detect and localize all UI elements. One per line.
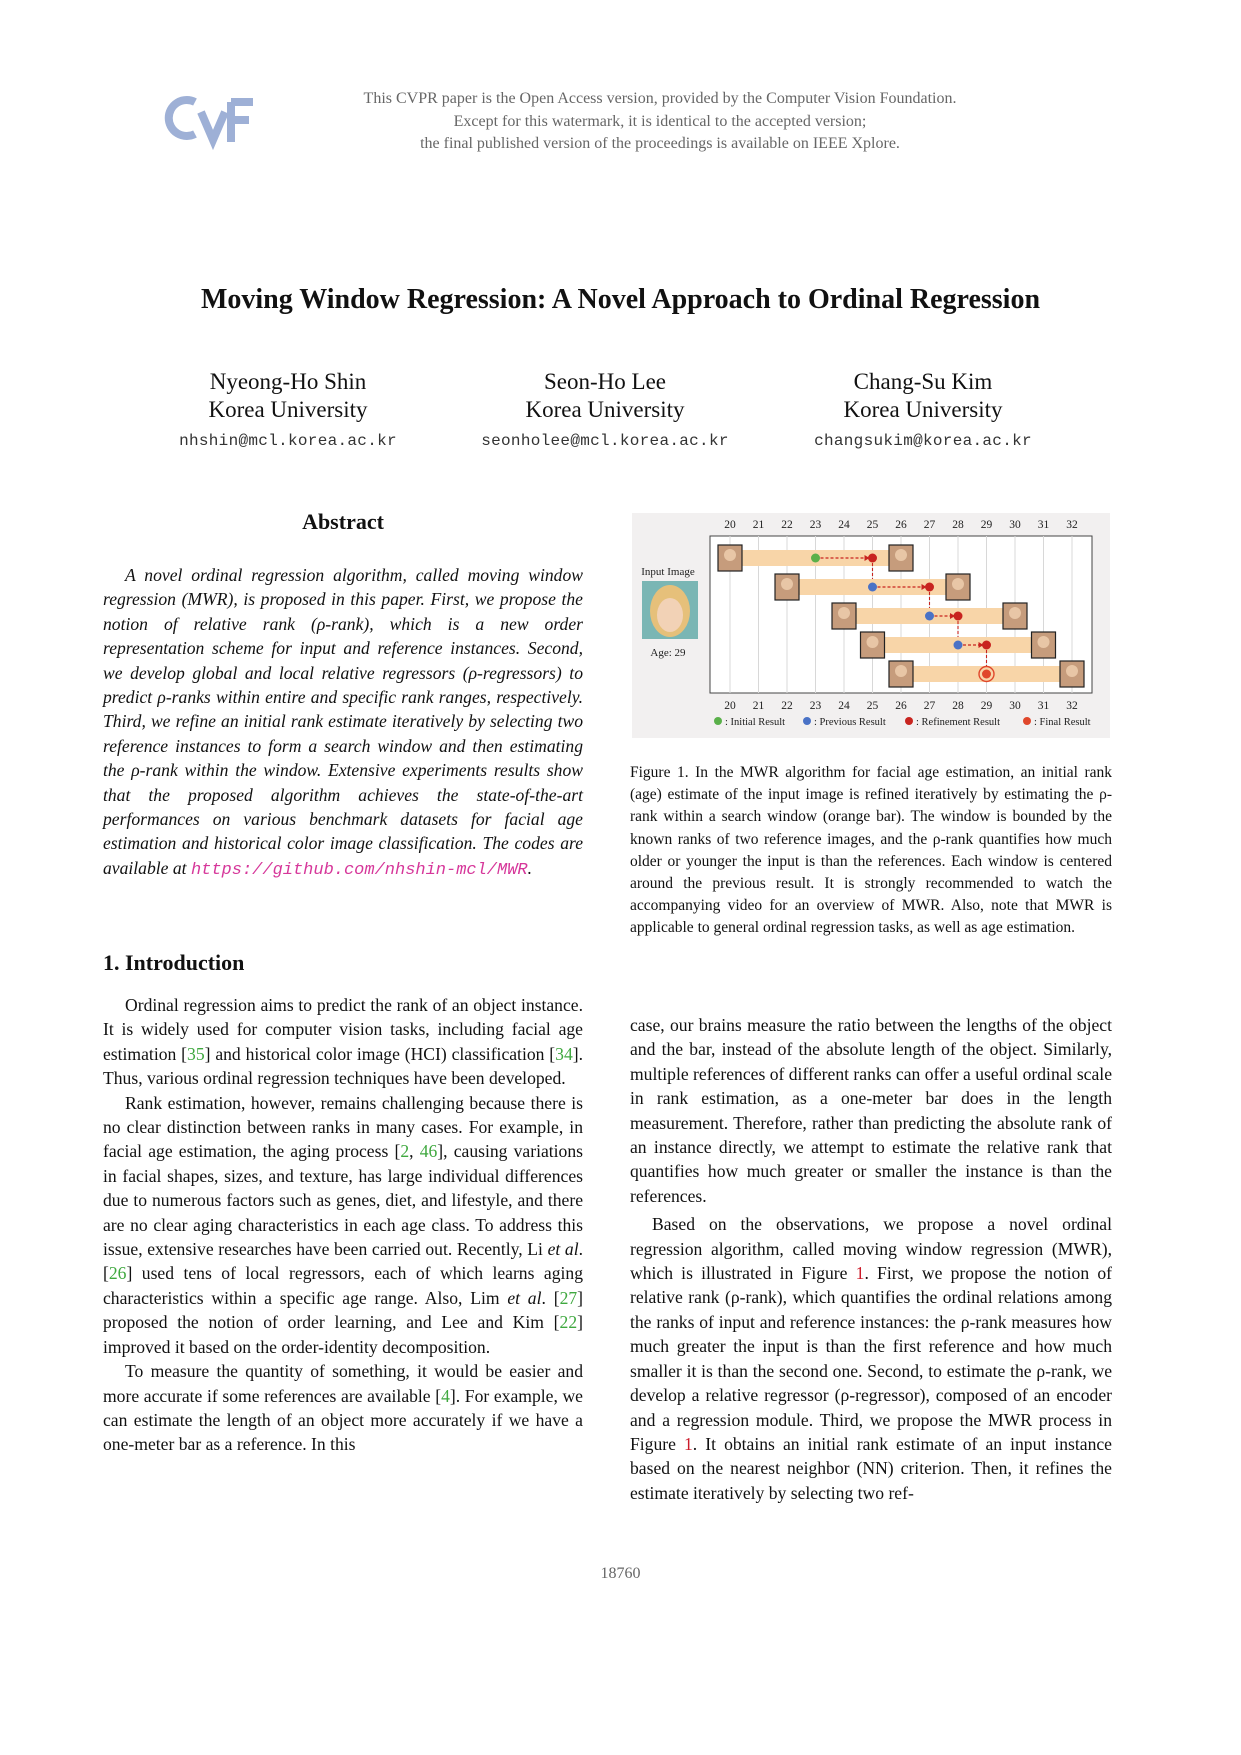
tick-label-bottom: 20 <box>724 700 736 712</box>
citation-link[interactable]: 27 <box>559 1287 578 1308</box>
reference-face-icon <box>1009 607 1021 619</box>
right-paragraph-1: case, our brains measure the ratio between the lengths of the object and the bar, instead of the absolute length of the object. Similarly, multiple references of different ranks can offer a useful ordinal scale in rank estimation, as a one-meter bar does in the length measurement. Therefore, rather than predicting the absolute rank of an instance directly, we attempt to estimate the relative rank that quantifies how much greater or smaller the instance is than the references. <box>630 1015 1112 1206</box>
figure-ref-link[interactable]: 1 <box>855 1263 865 1284</box>
author-affiliation: Korea University <box>208 397 368 422</box>
previous-result-dot <box>868 583 877 592</box>
reference-face-icon <box>838 607 850 619</box>
right-column-text <box>630 1013 1112 1505</box>
tick-label-bottom: 22 <box>781 700 793 712</box>
figure-1 <box>632 513 1110 738</box>
cvf-logo <box>163 88 263 152</box>
citation-link[interactable]: 26 <box>108 1263 127 1284</box>
reference-face-icon <box>895 665 907 677</box>
abstract-heading: Abstract <box>302 509 384 534</box>
author-block <box>758 368 1088 450</box>
watermark-text <box>280 88 1040 156</box>
tick-label-bottom: 23 <box>809 700 822 712</box>
tick-label-bottom: 28 <box>952 700 964 712</box>
previous-legend-marker <box>803 717 811 725</box>
tick-label-bottom: 25 <box>866 700 879 712</box>
tick-label-top: 25 <box>866 519 879 531</box>
code-link[interactable]: https://github.com/nhshin-mcl/MWR <box>190 860 528 880</box>
tick-label-top: 28 <box>952 519 964 531</box>
refinement-result-dot <box>982 641 991 650</box>
watermark-line: the final published version of the proceedings is available on IEEE Xplore. <box>420 135 900 152</box>
author-name: Nyeong-Ho Shin <box>209 369 367 394</box>
citation-link[interactable]: 4 <box>441 1385 450 1406</box>
intro-paragraph-2: Rank estimation, however, remains challenging because there is no clear distinction between ranks in many cases. For example, in facial age estimation, the aging process [2, 46], causing variations in facial shapes, sizes, and texture, has large individual differences due to numerous factors such as genes, diet, and lifestyle, and there are no clear aging characteristics in each age class. To address this issue, extensive researches have been carried out. Recently, Li et al. [26] used tens of local regressors, each of which learns aging characteristics within a specific age range. Also, Lim et al. [27] proposed the notion of order learning, and Lee and Kim [22] improved it based on the order-identity decomposition. <box>103 1092 584 1357</box>
refinement-result-dot <box>868 554 877 563</box>
refinement-result-dot <box>954 612 963 621</box>
initial-result-dot <box>811 554 820 563</box>
tick-label-top: 29 <box>980 519 993 531</box>
citation-link[interactable]: 35 <box>187 1043 205 1064</box>
abstract-end: . <box>527 857 533 878</box>
tick-label-top: 27 <box>923 519 936 531</box>
tick-label-bottom: 24 <box>838 700 850 712</box>
citation-link[interactable]: 46 <box>419 1141 438 1162</box>
tick-label-top: 24 <box>838 519 850 531</box>
previous-legend-label: : Previous Result <box>814 717 886 728</box>
intro-text <box>103 993 583 1457</box>
final-legend-marker <box>1023 717 1031 725</box>
input-image-label: Input Image <box>641 566 695 578</box>
tick-label-top: 31 <box>1037 519 1050 531</box>
page-number: 18760 <box>600 1565 641 1582</box>
watermark-line: Except for this watermark, it is identical to the accepted version; <box>453 112 867 130</box>
tick-label-top: 21 <box>752 519 765 531</box>
author-email[interactable]: nhshin@mcl.korea.ac.kr <box>179 432 397 450</box>
citation-link[interactable]: 34 <box>555 1043 573 1064</box>
intro-paragraph-1: Ordinal regression aims to predict the rank of an object instance. It is widely used for computer vision tasks, including facial age estimation [35] and historical color image (HCI) classification [34]. Thus, various ordinal regression techniques have been developed. <box>103 995 583 1089</box>
reference-face-icon <box>1038 636 1050 648</box>
reference-face-icon <box>724 549 736 561</box>
figure-1-diagram <box>632 513 1110 738</box>
refinement-legend-label: : Refinement Result <box>916 717 1000 728</box>
author-block <box>440 368 770 450</box>
final-result-dot <box>982 670 991 679</box>
figure-ref-link[interactable]: 1 <box>684 1433 693 1454</box>
author-block <box>123 368 453 450</box>
tick-label-bottom: 27 <box>923 700 936 712</box>
tick-label-top: 22 <box>781 519 793 531</box>
reference-face-icon <box>952 578 964 590</box>
reference-face-icon <box>781 578 793 590</box>
citation-link[interactable]: 2 <box>400 1141 410 1162</box>
author-email[interactable]: changsukim@korea.ac.kr <box>814 432 1032 450</box>
figure-caption: Figure 1. In the MWR algorithm for facial age estimation, an initial rank (age) estimate of the input image is refined iteratively by estimating the ρ-rank within a search window (orange bar). The window is bounded by the known ranks of two reference images, and the ρ-rank quantifies how much older or younger the input is than the references. Each window is centered around the previous result. It is strongly recommended to watch the accompanying video for an overview of MWR. Also, note that MWR is applicable to general ordinal regression tasks, as well as age estimation. <box>630 764 1112 937</box>
author-affiliation: Korea University <box>843 397 1003 422</box>
tick-label-top: 23 <box>809 519 822 531</box>
tick-label-top: 20 <box>724 519 736 531</box>
abstract-paragraph: A novel ordinal regression algorithm, called moving window regression (MWR), is proposed in this paper. First, we propose the notion of relative rank (ρ-rank), which is a new order representation scheme for input and reference instances. Second, we develop global and local relative regressors (ρ-regressors) to predict ρ-ranks within entire and specific rank ranges, respectively. Third, we refine an initial rank estimate iteratively by selecting two reference instances to form a search window and then estimating the ρ-rank within the window. Extensive experiments results show that the proposed algorithm achieves the state-of-the-art performances on various benchmark datasets for facial age estimation and historical color image classification. The codes are available at <box>103 565 583 878</box>
tick-label-bottom: 31 <box>1037 700 1050 712</box>
tick-label-bottom: 21 <box>752 700 765 712</box>
paper-title: Moving Window Regression: A Novel Approach to Ordinal Regression <box>200 284 1041 315</box>
tick-label-top: 32 <box>1066 519 1078 531</box>
refinement-legend-marker <box>905 717 913 725</box>
previous-result-dot <box>954 641 963 650</box>
reference-face-icon <box>895 549 907 561</box>
previous-result-dot <box>925 612 934 621</box>
intro-heading: 1. Introduction <box>103 950 245 975</box>
intro-paragraph-3: To measure the quantity of something, it would be easier and more accurate if some references are available [4]. For example, we can estimate the length of an object more accurately if we have a one-meter bar as a reference. In this <box>103 1361 583 1455</box>
reference-face-icon <box>1066 665 1078 677</box>
author-affiliation: Korea University <box>525 397 685 422</box>
tick-label-top: 26 <box>895 519 907 531</box>
right-paragraph-2: Based on the observations, we propose a novel ordinal regression algorithm, called moving window regression (MWR), which is illustrated in Figure 1. First, we propose the notion of relative rank (ρ-rank), which quantifies the ordinal relations among the ranks of input and reference instances: the ρ-rank measures how much greater the input is than the first reference and how much smaller it is than the second one. Second, to estimate the ρ-rank, we develop a relative regressor (ρ-regressor), composed of an encoder and a regression module. Third, we propose the MWR process in Figure 1. It obtains an initial rank estimate of an input instance based on the nearest neighbor (NN) criterion. Then, it refines the estimate iteratively by selecting two ref- <box>630 1214 1113 1503</box>
initial-legend-marker <box>714 717 722 725</box>
tick-label-bottom: 30 <box>1009 700 1021 712</box>
initial-legend-label: : Initial Result <box>725 717 786 728</box>
refinement-result-dot <box>925 583 934 592</box>
tick-label-bottom: 29 <box>980 700 993 712</box>
final-legend-label: : Final Result <box>1034 717 1091 728</box>
watermark-line: This CVPR paper is the Open Access version, provided by the Computer Vision Foundation. <box>363 90 957 107</box>
author-email[interactable]: seonholee@mcl.korea.ac.kr <box>481 432 729 450</box>
input-face-skin <box>657 598 683 632</box>
tick-label-bottom: 26 <box>895 700 907 712</box>
abstract-text <box>103 563 583 883</box>
author-name: Chang-Su Kim <box>853 369 993 394</box>
author-name: Seon-Ho Lee <box>544 369 666 394</box>
input-age-label: Age: 29 <box>650 647 686 659</box>
reference-face-icon <box>867 636 879 648</box>
citation-link[interactable]: 22 <box>559 1312 578 1333</box>
tick-label-top: 30 <box>1009 519 1021 531</box>
tick-label-bottom: 32 <box>1066 700 1078 712</box>
